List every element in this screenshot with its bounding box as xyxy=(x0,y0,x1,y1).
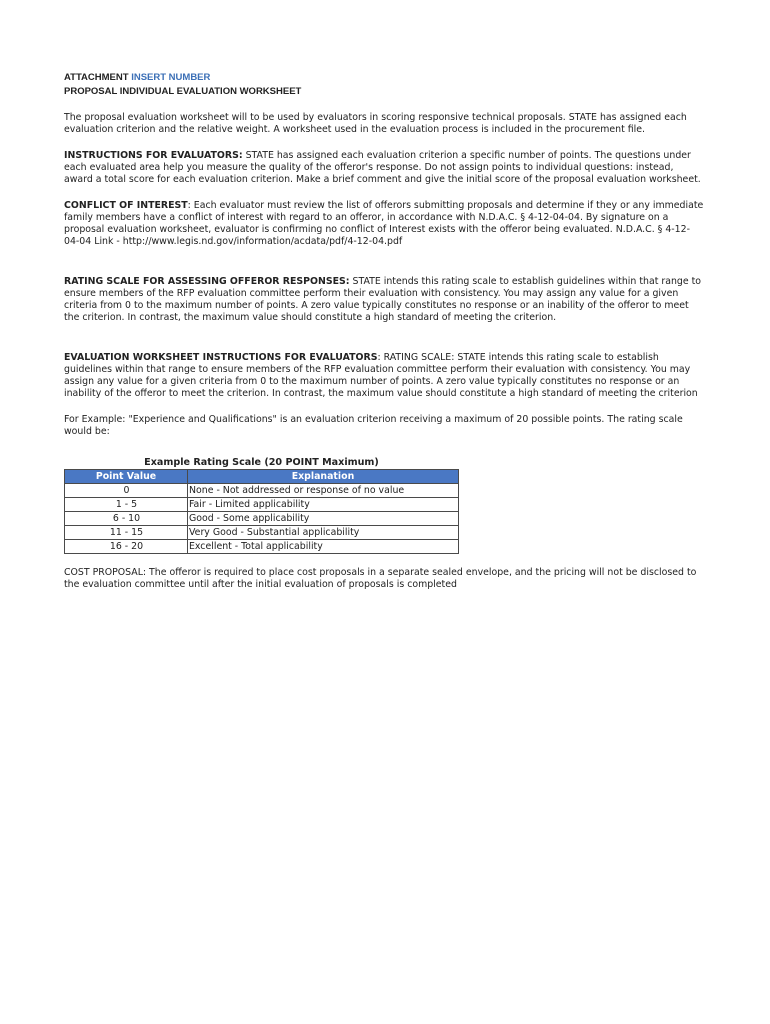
cost-proposal-paragraph: COST PROPOSAL: The offeror is required to place cost proposals in a separate sealed envelope, and the pricing will not be disclosed to the evaluation committee until after the initial evaluation of proposals is completed xyxy=(64,567,697,590)
table-header-row xyxy=(65,470,459,484)
worksheet-instructions-heading: EVALUATION WORKSHEET INSTRUCTIONS FOR EVALUATORS xyxy=(64,352,378,363)
instructions-paragraph xyxy=(64,150,704,186)
rating-scale-heading: RATING SCALE FOR ASSESSING OFFEROR RESPONSES: xyxy=(64,276,350,287)
table-title: Example Rating Scale (20 POINT Maximum) xyxy=(144,457,379,468)
table-row xyxy=(65,484,459,498)
intro-paragraph: The proposal evaluation worksheet will to be used by evaluators in scoring responsive technical proposals. STATE has assigned each evaluation criterion and the relative weight. A worksheet used in the evaluation process is included in the procurement file. xyxy=(64,112,687,135)
table-row xyxy=(65,498,459,512)
column-header-point-value: Point Value xyxy=(65,470,188,484)
explanation-cell: Excellent - Total applicability xyxy=(188,540,459,554)
rating-scale-table-block xyxy=(64,457,459,554)
explanation-cell: Very Good - Substantial applicability xyxy=(188,526,459,540)
conflict-paragraph xyxy=(64,200,704,248)
table-row xyxy=(65,512,459,526)
point-value-cell: 0 xyxy=(65,484,188,498)
point-value-cell: 6 - 10 xyxy=(65,512,188,526)
conflict-heading: CONFLICT OF INTEREST xyxy=(64,200,188,211)
instructions-heading: INSTRUCTIONS FOR EVALUATORS: xyxy=(64,150,243,161)
point-value-cell: 11 - 15 xyxy=(65,526,188,540)
rating-scale-paragraph xyxy=(64,276,704,324)
conflict-text: : Each evaluator must review the list of offerors submitting proposals and determine if they or any immediate family members have a conflict of interest with regard to an offeror, in accordance with N.D.A.C. § 4-12-04-04. By signature on a proposal evaluation worksheet, evaluator is confirming no conflict of Interest exists with the offeror being evaluated. N.D.A.C. § 4-12-04-04 Link - http://www.legis.nd.gov/information/acdata/pdf/4-12-04.pdf xyxy=(64,200,704,247)
example-paragraph: For Example: "Experience and Qualifications" is an evaluation criterion receiving a maximum of 20 possible points. The rating scale would be: xyxy=(64,414,683,437)
rating-scale-table xyxy=(64,469,459,554)
document-content xyxy=(64,71,704,591)
worksheet-title: PROPOSAL INDIVIDUAL EVALUATION WORKSHEET xyxy=(64,86,302,97)
explanation-cell: Good - Some applicability xyxy=(188,512,459,526)
instructions-text: STATE has assigned each evaluation criterion a specific number of points. The questions under each evaluated area help you measure the quality of the offeror's response. Do not assign points to individual questions: instead, award a total score for each evaluation criterion. Make a brief comment and give the initial score of the proposal evaluation worksheet. xyxy=(64,150,701,185)
explanation-cell: Fair - Limited applicability xyxy=(188,498,459,512)
table-row xyxy=(65,526,459,540)
point-value-cell: 1 - 5 xyxy=(65,498,188,512)
insert-number: INSERT NUMBER xyxy=(131,72,211,83)
explanation-cell: None - Not addressed or response of no value xyxy=(188,484,459,498)
attachment-line xyxy=(64,71,704,85)
table-row xyxy=(65,540,459,554)
worksheet-instructions-paragraph xyxy=(64,352,704,400)
attachment-label: ATTACHMENT xyxy=(64,72,129,83)
column-header-explanation: Explanation xyxy=(188,470,459,484)
point-value-cell: 16 - 20 xyxy=(65,540,188,554)
rating-scale-text: STATE intends this rating scale to establish guidelines within that range to ensure members of the RFP evaluation committee perform their evaluation with consistency. You may assign any value for a given criteria from 0 to the maximum number of points. A zero value typically constitutes no response or an inability of the offeror to meet the criterion. In contrast, the maximum value should constitute a high standard of meeting the criterion. xyxy=(64,276,701,323)
worksheet-instructions-text: : RATING SCALE: STATE intends this rating scale to establish guidelines within that range to ensure members of the RFP evaluation committee perform their evaluation with consistency. You may assign any value for a given criteria from 0 to the maximum number of points. A zero value typically constitutes no response or an inability of the offeror to meet the criterion. In contrast, the maximum value should constitute a high standard of meeting the criterion xyxy=(64,352,698,399)
